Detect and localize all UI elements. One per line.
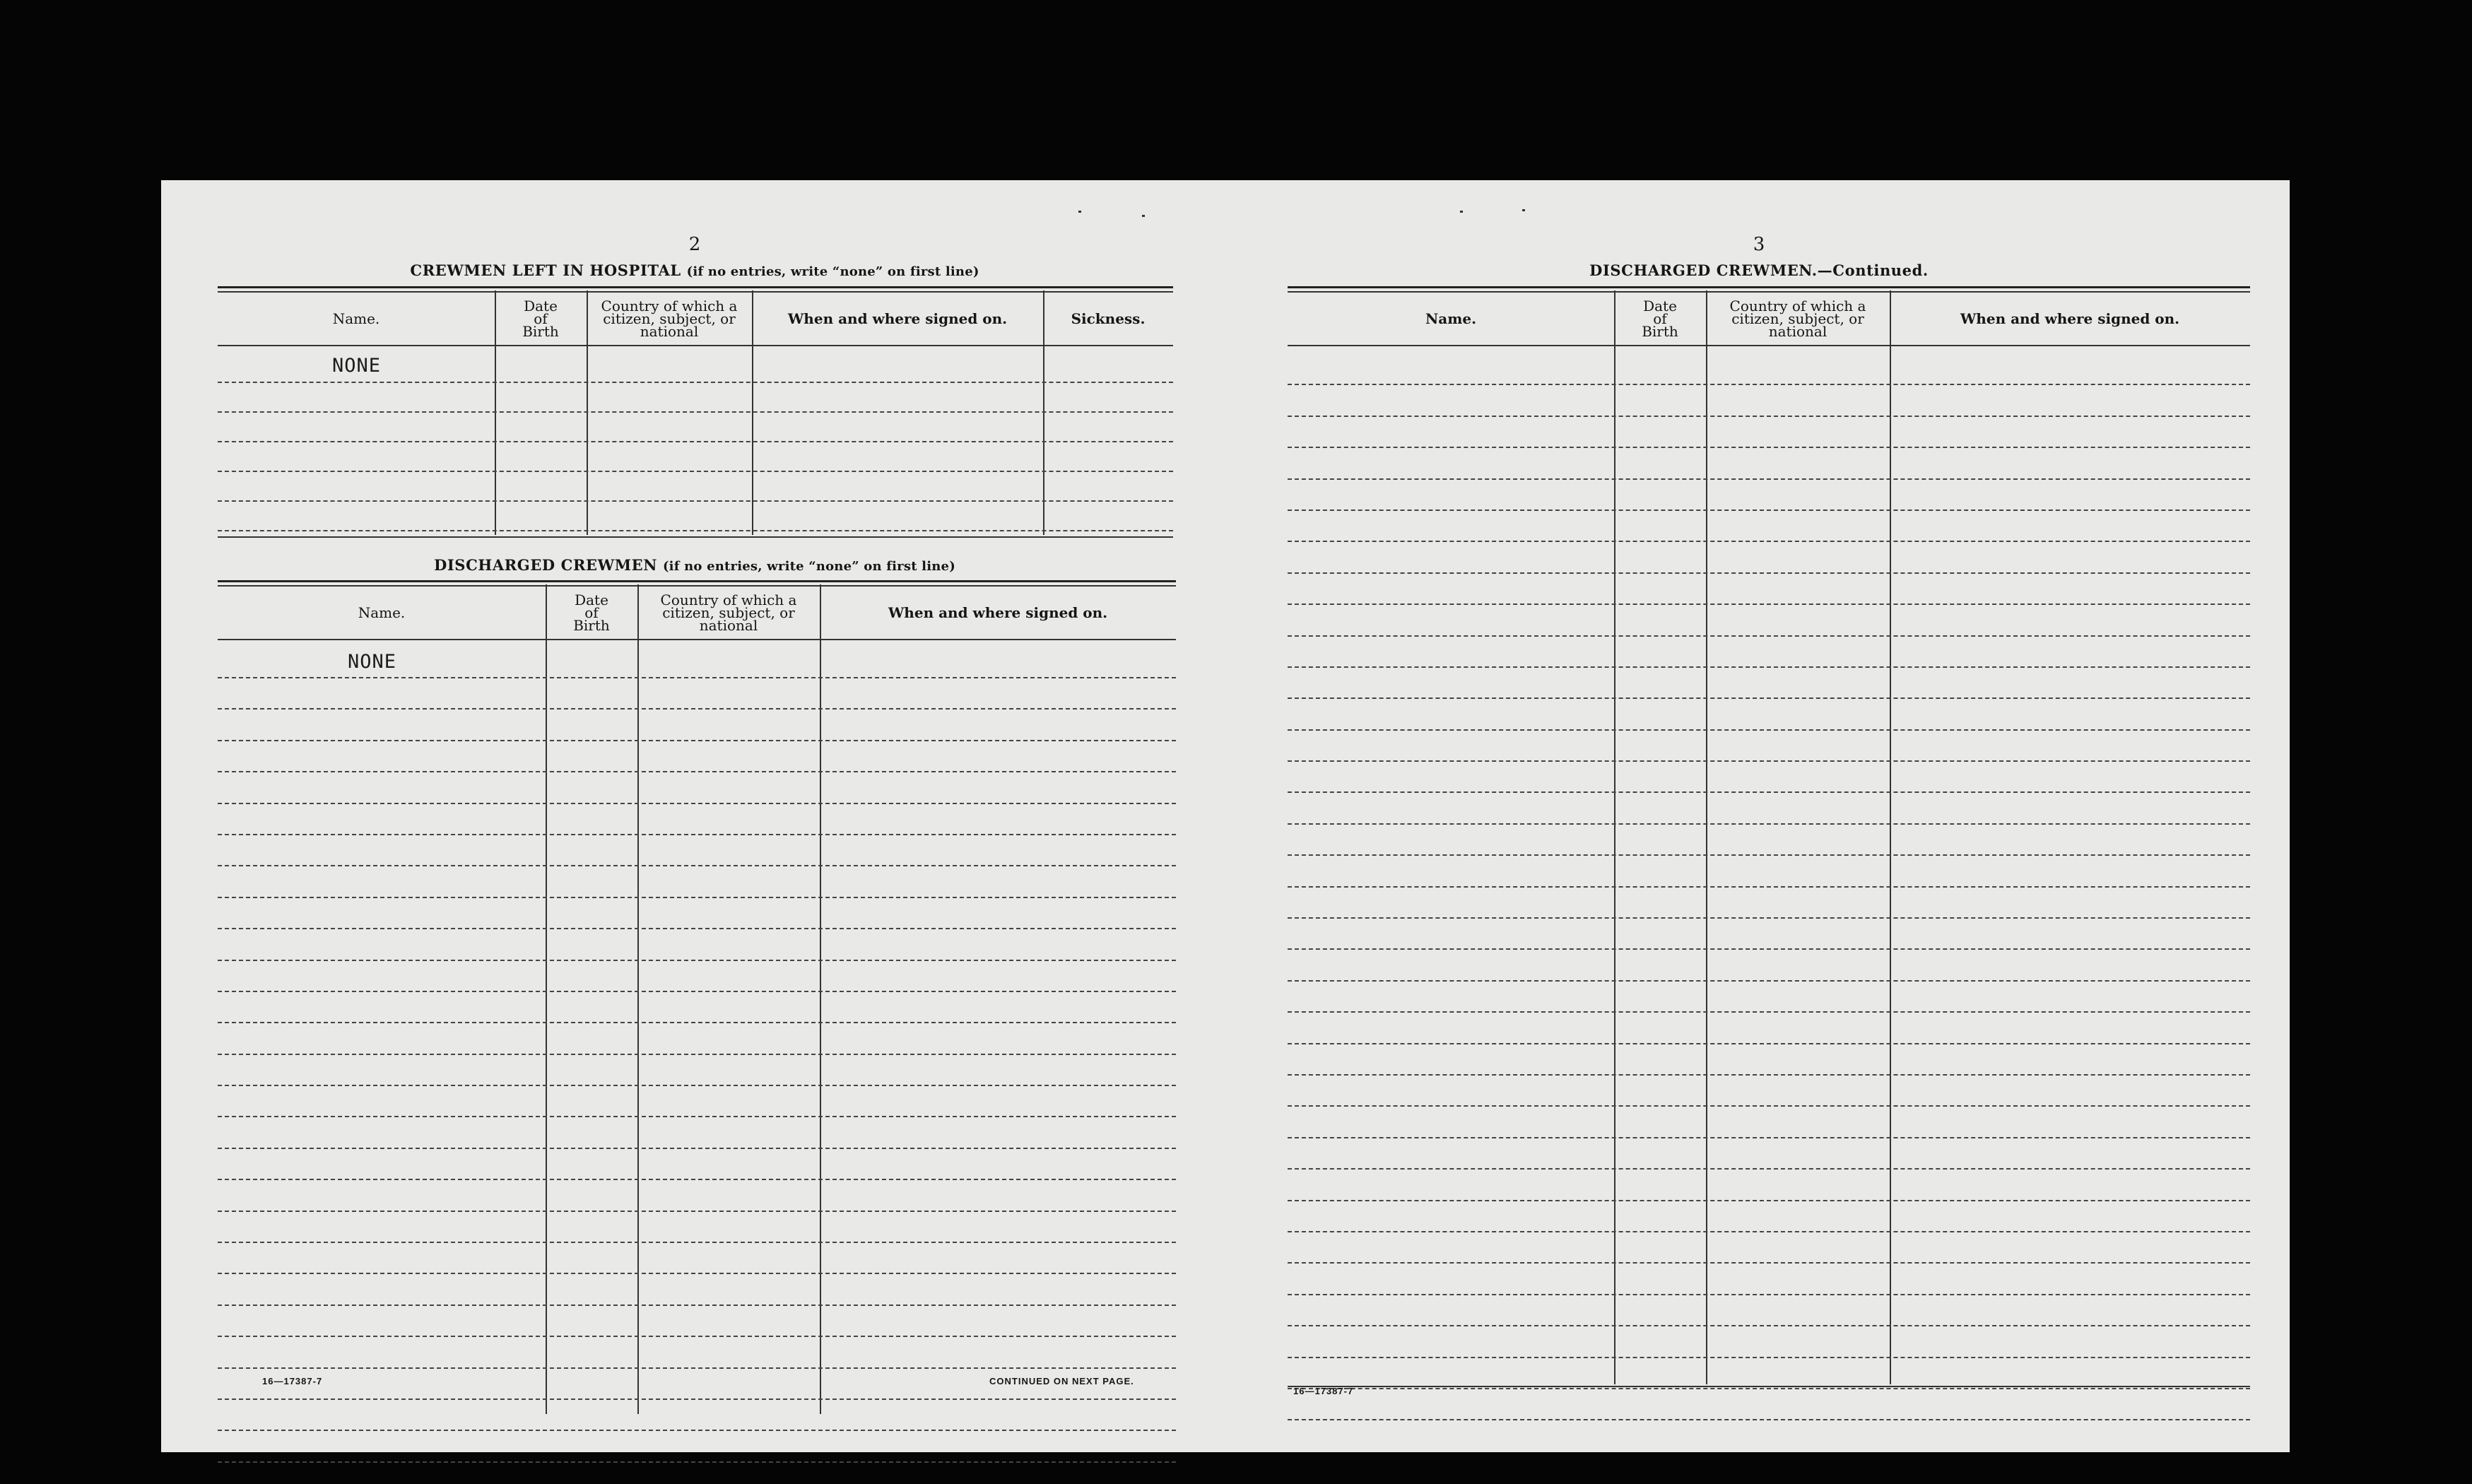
table-rule <box>218 536 1173 538</box>
table-row <box>218 1055 1176 1086</box>
hospital-section-title: CREWMEN LEFT IN HOSPITAL (if no entries, write “none” on first line) <box>410 261 979 279</box>
column-header-name: Name. <box>1425 310 1477 327</box>
table-row <box>1288 1264 2250 1295</box>
table-row <box>1288 1326 2250 1358</box>
table-row <box>218 804 1176 835</box>
table-row <box>218 442 1173 472</box>
column-header-date-of-birth: Date of Birth <box>573 591 610 634</box>
continued-rows <box>1288 354 2250 1420</box>
speck <box>1142 215 1145 217</box>
table-rule <box>1288 286 2250 288</box>
discharged-continued-table <box>1288 286 2250 1417</box>
table-row <box>218 1086 1176 1117</box>
table-row <box>218 1400 1176 1431</box>
table-row <box>1288 1358 2250 1389</box>
table-row <box>218 898 1176 929</box>
table-row <box>1288 1170 2250 1201</box>
column-header-when-where: When and where signed on. <box>787 310 1008 327</box>
page-number: 3 <box>1753 234 1765 255</box>
table-row <box>1288 542 2250 573</box>
table-rule <box>1288 1386 2250 1387</box>
table-row <box>1288 856 2250 887</box>
table-row <box>1288 1013 2250 1044</box>
form-number: 16—17387-7 <box>1293 1386 1354 1396</box>
discharged-section-note: (if no entries, write “none” on first line) <box>662 559 955 574</box>
table-row <box>1288 982 2250 1013</box>
table-row <box>1288 793 2250 824</box>
table-row <box>1288 511 2250 542</box>
table-row <box>218 1180 1176 1211</box>
table-row <box>1288 574 2250 605</box>
column-header-date-of-birth: Date of Birth <box>522 298 559 340</box>
table-rule <box>218 580 1176 582</box>
table-row <box>218 1431 1176 1462</box>
table-row <box>1288 919 2250 950</box>
table-row <box>218 772 1176 803</box>
column-header-when-where: When and where signed on. <box>888 604 1108 621</box>
left-page <box>161 180 1228 1452</box>
table-row <box>1288 825 2250 856</box>
speck <box>1460 211 1463 213</box>
table-row <box>218 383 1173 413</box>
table-row <box>218 353 1173 383</box>
table-row <box>1288 637 2250 668</box>
page-number: 2 <box>688 234 701 255</box>
table-row <box>1288 1232 2250 1264</box>
table-row <box>218 1117 1176 1148</box>
column-header-when-where: When and where signed on. <box>1960 310 2180 327</box>
hospital-section-note: (if no entries, write “none” on first line) <box>686 264 979 279</box>
table-row <box>1288 1107 2250 1138</box>
column-header-date-of-birth: Date of Birth <box>1642 298 1678 340</box>
table-row <box>1288 417 2250 448</box>
table-row <box>218 992 1176 1023</box>
table-row <box>1288 762 2250 793</box>
table-row <box>218 472 1173 502</box>
table-row <box>218 1149 1176 1180</box>
column-header-country: Country of which a citizen, subject, or national <box>1729 298 1866 340</box>
column-header-country: Country of which a citizen, subject, or national <box>660 591 797 634</box>
table-row <box>1288 668 2250 699</box>
column-header-sickness: Sickness. <box>1071 310 1146 327</box>
right-page <box>1228 180 2290 1452</box>
table-row <box>218 413 1173 442</box>
continued-note: CONTINUED ON NEXT PAGE. <box>989 1376 1134 1386</box>
discharged-section-title: DISCHARGED CREWMEN (if no entries, write “none” on first line) <box>434 556 955 574</box>
table-row <box>1288 1295 2250 1326</box>
table-row <box>218 1337 1176 1368</box>
document-sheet <box>161 180 2290 1452</box>
table-row <box>218 929 1176 960</box>
table-row <box>1288 385 2250 416</box>
table-row <box>1288 480 2250 511</box>
speck <box>1522 209 1525 211</box>
table-row <box>1288 1201 2250 1232</box>
table-row <box>1288 605 2250 636</box>
entry-name: NONE <box>332 355 382 377</box>
table-row <box>1288 888 2250 919</box>
discharged-rows <box>218 648 1176 1463</box>
table-row <box>218 1023 1176 1054</box>
table-row <box>218 741 1176 772</box>
hospital-rows <box>218 353 1173 531</box>
table-row <box>1288 1389 2250 1420</box>
table-row <box>218 866 1176 897</box>
table-row <box>1288 1076 2250 1107</box>
column-header-name: Name. <box>358 604 406 621</box>
discharged-table <box>218 580 1176 1421</box>
table-row <box>1288 1044 2250 1076</box>
table-row <box>1288 354 2250 385</box>
entry-name: NONE <box>348 651 397 673</box>
table-row <box>1288 699 2250 730</box>
table-row <box>218 1243 1176 1274</box>
table-row <box>218 1212 1176 1243</box>
table-row <box>218 835 1176 866</box>
table-row <box>1288 731 2250 762</box>
table-row <box>218 709 1176 741</box>
table-row <box>218 1274 1176 1305</box>
table-row <box>218 648 1176 678</box>
continued-section-title: DISCHARGED CREWMEN.—Continued. <box>1589 261 1929 279</box>
table-rule <box>218 286 1173 288</box>
column-header-name: Name. <box>332 310 380 327</box>
form-number: 16—17387-7 <box>262 1376 323 1386</box>
table-row <box>218 1306 1176 1337</box>
speck <box>1078 211 1081 213</box>
table-row <box>1288 950 2250 981</box>
table-row <box>218 961 1176 992</box>
column-header-country: Country of which a citizen, subject, or national <box>601 298 738 340</box>
table-row <box>1288 448 2250 479</box>
table-row <box>218 502 1173 531</box>
table-row <box>218 678 1176 709</box>
table-row <box>1288 1138 2250 1170</box>
